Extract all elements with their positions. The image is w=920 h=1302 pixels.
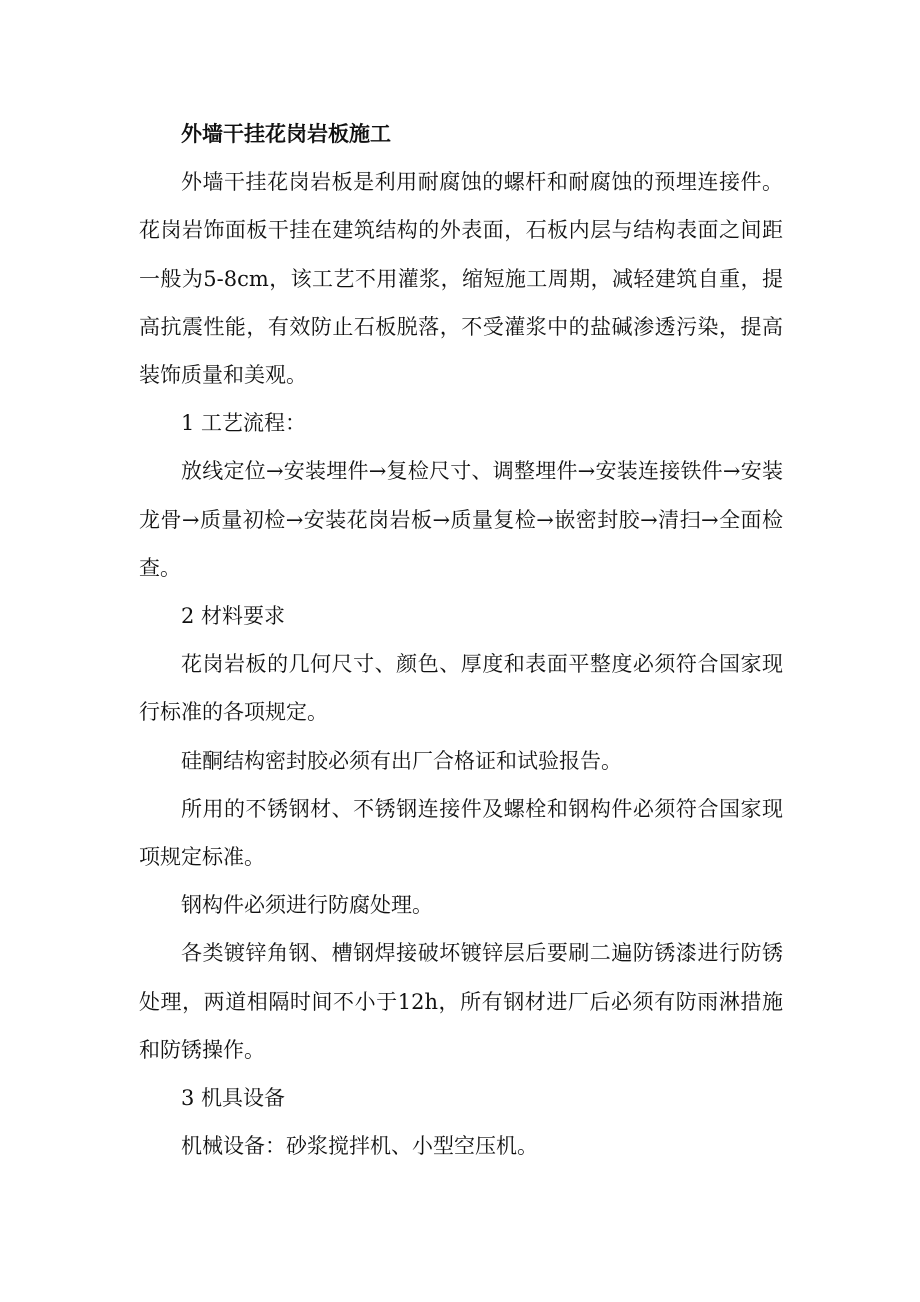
section-2-item: 钢构件必须进行防腐处理。 [181, 893, 433, 918]
section-1-heading: 1 工艺流程： [181, 411, 307, 436]
section-3-heading: 3 机具设备 [181, 1086, 286, 1111]
section-2-item: 所用的不锈钢材、不锈钢连接件及螺栓和钢构件必须符合国家现项规定标准。 [139, 796, 783, 870]
section-2-item: 硅酮结构密封胶必须有出厂合格证和试验报告。 [181, 748, 622, 773]
document-title: 外墙干挂花岗岩板施工 [181, 121, 391, 146]
section-2-heading: 2 材料要求 [181, 604, 286, 629]
section-2-item: 花岗岩板的几何尺寸、颜色、厚度和表面平整度必须符合国家现行标准的各项规定。 [139, 652, 783, 725]
section-3-text: 机械设备：砂浆搅拌机、小型空压机。 [181, 1134, 538, 1159]
section-2-item: 各类镀锌角钢、槽钢焊接破坏镀锌层后要刷二遍防锈漆进行防锈处理，两道相隔时间不小于12h，所有钢材进厂后必须有防雨淋措施和防锈操作。 [139, 941, 783, 1062]
section-1-text: 放线定位→安装埋件→复检尺寸、调整埋件→安装连接铁件→安装龙骨→质量初检→安装花岗岩板→质量复检→嵌密封胶→清扫→全面检查。 [139, 459, 783, 580]
intro-paragraph: 外墙干挂花岗岩板是利用耐腐蚀的螺杆和耐腐蚀的预埋连接件。花岗岩饰面板干挂在建筑结构的外表面，石板内层与结构表面之间距一般为5-8cm，该工艺不用灌浆，缩短施工周期，减轻建筑自重，提高抗震性能，有效防止石板脱落，不受灌浆中的盐碱渗透污染，提高装饰质量和美观。 [139, 170, 783, 388]
document-page [139, 110, 783, 1170]
